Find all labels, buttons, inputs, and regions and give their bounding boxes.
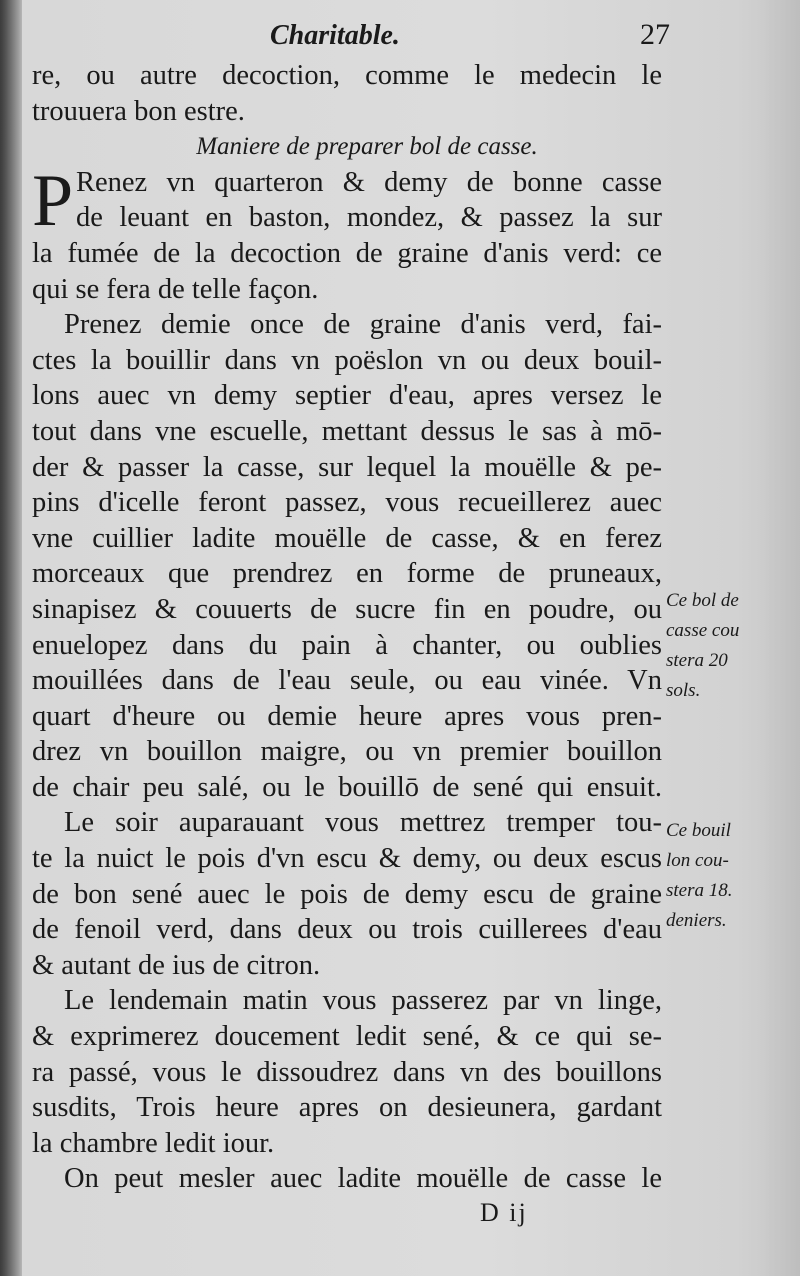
text-line: la fumée de la decoction de graine d'anis verd: ce: [32, 237, 662, 269]
section-heading: Maniere de preparer bol de casse.: [196, 133, 538, 161]
text-line: ra passé, vous le dissoudrez dans vn des bouillons: [32, 1056, 662, 1088]
margin-note-bouillon: [666, 816, 766, 936]
text-line: re, ou autre decoction, comme le medecin le: [32, 60, 662, 91]
text-line: Prenez demie once de graine d'anis verd, fai-: [64, 309, 662, 341]
margin-note-line: casse cou: [666, 620, 740, 641]
text-line: On peut mesler auec ladite mouëlle de casse le: [64, 1163, 662, 1195]
text-line: te la nuict le pois d'vn escu & demy, ou deux escus: [32, 843, 662, 875]
text-line: vne cuillier ladite mouëlle de casse, & en ferez: [32, 522, 662, 554]
margin-note-line: deniers.: [666, 910, 727, 931]
text-line: enuelopez dans du pain à chanter, ou oublies: [32, 629, 662, 661]
text-line: susdits, Trois heure apres on desieunera, gardant: [32, 1092, 662, 1124]
running-header: [60, 14, 670, 58]
text-line: lons auec vn demy septier d'eau, apres versez le: [32, 380, 662, 412]
text-line: trouuera bon estre.: [32, 95, 245, 127]
margin-note-line: stera 20: [666, 650, 728, 671]
page-gutter-shadow: [0, 0, 22, 1276]
text-line: ctes la bouillir dans vn poëslon vn ou deux bouil-: [32, 344, 662, 376]
text-line: la chambre ledit iour.: [32, 1127, 275, 1159]
margin-note-line: sols.: [666, 680, 701, 701]
drop-cap: P: [32, 159, 74, 242]
margin-note-line: Ce bol de: [666, 590, 739, 611]
text-line: de leuant en baston, mondez, & passez la sur: [76, 202, 662, 234]
text-line: pins d'icelle feront passez, vous recueillerez auec: [32, 487, 662, 519]
text-line: mouillées dans de l'eau seule, ou eau vinée. Vn: [32, 665, 662, 697]
text-line: de fenoil verd, dans deux ou trois cuillerees d'eau: [32, 914, 662, 946]
text-line: drez vn bouillon maigre, ou vn premier bouillon: [32, 736, 662, 768]
text-line: de bon sené auec le pois de demy escu de graine: [32, 878, 662, 910]
text-line: der & passer la casse, sur lequel la mouëlle & pe-: [32, 451, 662, 483]
margin-note-line: lon cou-: [666, 850, 729, 871]
page-edge: [764, 0, 800, 1276]
text-line: Le lendemain matin vous passerez par vn linge,: [64, 985, 662, 1017]
margin-note-line: stera 18.: [666, 880, 733, 901]
text-line: sinapisez & couuerts de sucre fin en poudre, ou: [32, 593, 662, 625]
margin-note-bol: [666, 586, 766, 706]
text-line: & exprimerez doucement ledit sené, & ce qui se-: [32, 1021, 662, 1053]
margin-note-line: Ce bouil: [666, 820, 731, 841]
text-line: qui se fera de telle façon.: [32, 273, 319, 305]
text-line: de chair peu salé, ou le bouillō de sené qui ensuit.: [32, 771, 662, 803]
text-line: morceaux que prendrez en forme de pruneaux,: [32, 558, 662, 590]
body-text: [32, 58, 662, 1197]
signature-mark: D ij: [480, 1198, 528, 1227]
text-line: & autant de ius de citron.: [32, 949, 321, 981]
text-line-content: Renez vn quarteron & demy de bonne casse: [76, 166, 662, 198]
page-number: 27: [640, 18, 670, 51]
text-line: quart d'heure ou demie heure apres vous pren-: [32, 700, 662, 732]
text-line: Le soir auparauant vous mettrez tremper tou-: [64, 807, 662, 839]
running-title: Charitable.: [270, 20, 400, 51]
text-line: tout dans vne escuelle, mettant dessus le sas à mō-: [32, 415, 662, 447]
